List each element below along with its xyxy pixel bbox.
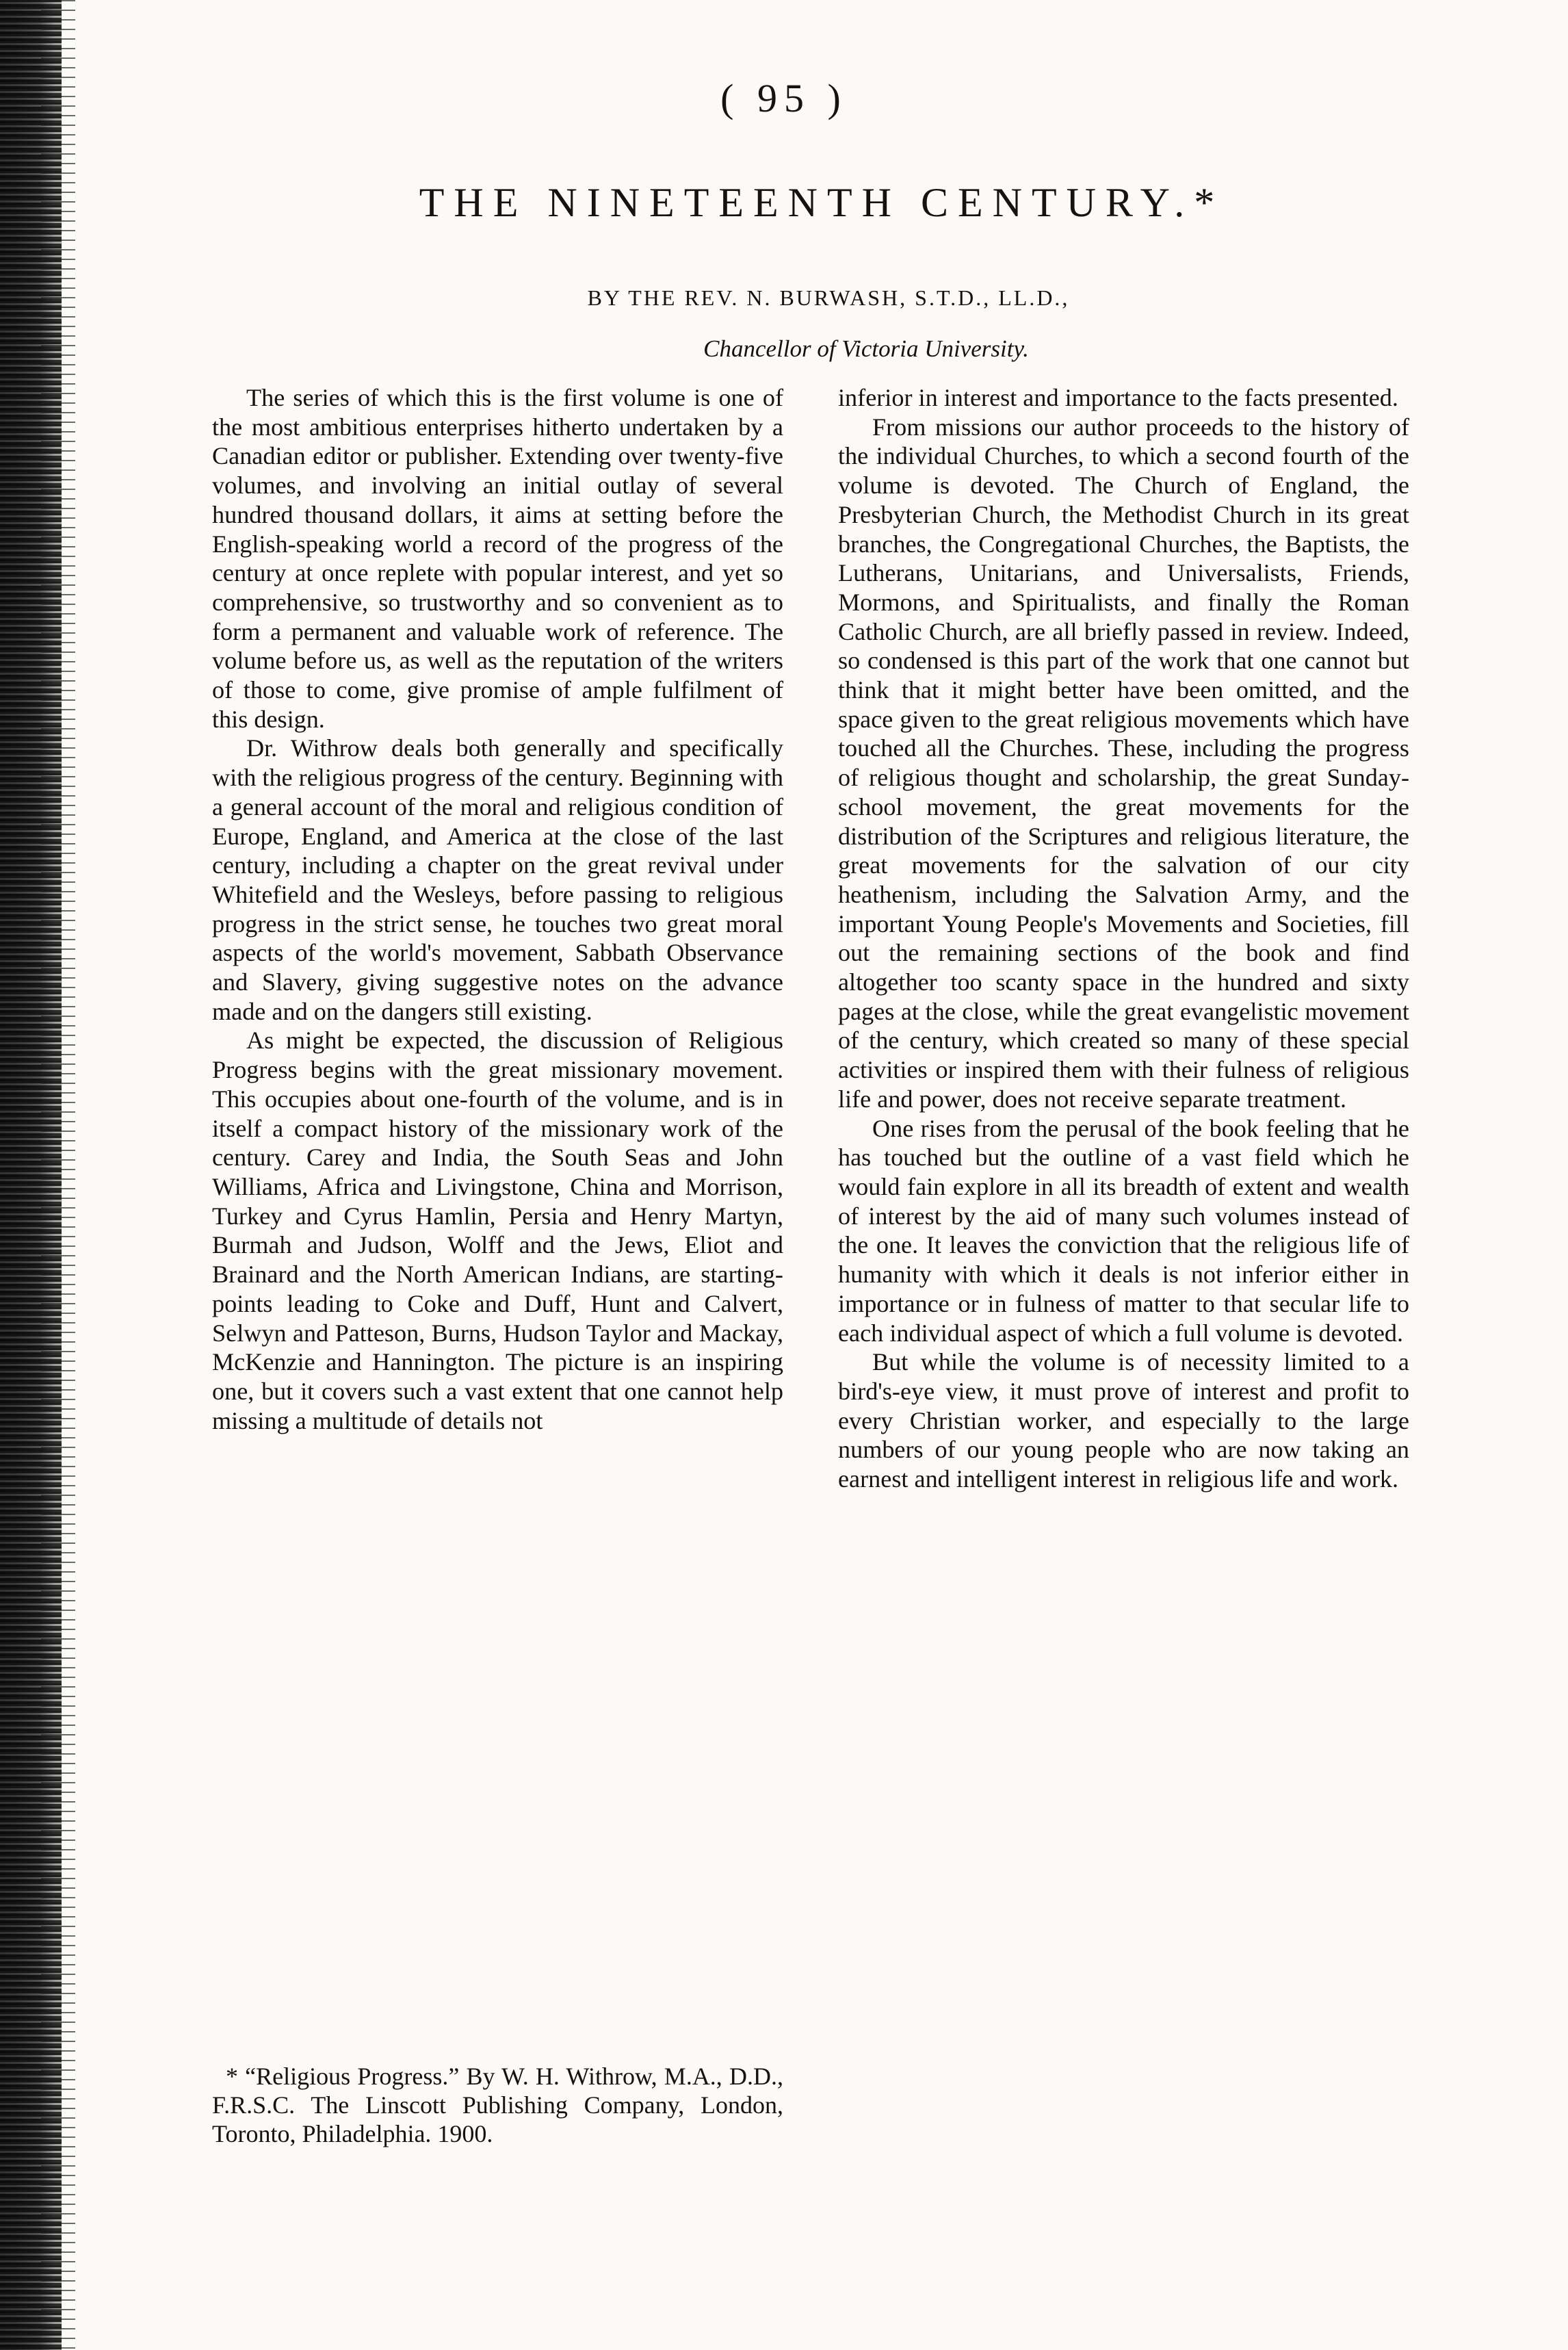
paragraph: But while the volume is of necessity limited to a bird's-eye view, it must prove of interest and profit to every Christian worker, and especially to the large numbers of our young people who are now taking an earnest and intelligent interest in religious life and work. (838, 1348, 1409, 1493)
article-title: THE NINETEENTH CENTURY.* (419, 180, 1225, 225)
footnote (212, 2062, 783, 2148)
right-column (838, 383, 1409, 1494)
author-byline: BY THE REV. N. BURWASH, S.T.D., LL.D., (587, 285, 1070, 310)
paragraph: Dr. Withrow deals both generally and specifically with the religious progress of the century. Beginning with a general account of the moral and religious condition of Europe, England, and America at the close of the last century, including a chapter on the great revival under Whitefield and the Wesleys, before passing to religious progress in the strict sense, he touches two great moral aspects of the world's movement, Sabbath Observance and Slavery, giving suggestive notes on the advance made and on the dangers still existing. (212, 734, 783, 1025)
paragraph: As might be expected, the discussion of Religious Progress begins with the great missionary movement. This occupies about one-fourth of the volume, and is in itself a compact history of the missionary work of the century. Carey and India, the South Seas and John Williams, Africa and Livingstone, China and Morrison, Turkey and Cyrus Hamlin, Persia and Henry Martyn, Burmah and Judson, Wolff and the Jews, Eliot and Brainard and the North American Indians, are starting-points leading to Coke and Duff, Hunt and Calvert, Selwyn and Patteson, Burns, Hudson Taylor and Mackay, McKenzie and Hannington. The picture is an inspiring one, but it covers such a vast extent that one cannot help missing a multitude of details not (212, 1026, 783, 1434)
paragraph: inferior in interest and importance to the facts presented. (838, 384, 1398, 411)
left-column (212, 383, 783, 1435)
footnote-text: * “Religious Progress.” By W. H. Withrow, M.A., D.D., F.R.S.C. The Linscott Publishing Company, London, Toronto, Philadelphia. 1900. (212, 2063, 783, 2147)
paragraph: From missions our author proceeds to the history of the individual Churches, to which a second fourth of the volume is devoted. The Church of England, the Presbyterian Church, the Methodist Church in its great branches, the Congregational Churches, the Baptists, the Lutherans, Unitarians, and Universalists, Friends, Mormons, and Spiritualists, and finally the Roman Catholic Church, are all briefly passed in review. Indeed, so condensed is this part of the work that one cannot but think that it might better have been omitted, and the space given to the great religious movements which have touched all the Churches. These, including the progress of religious thought and scholarship, the great Sunday-school movement, the great movements for the distribution of the Scriptures and religious literature, the great movements for the salvation of our city heathenism, including the Salvation Army, and the important Young People's Movements and Societies, fill out the remaining sections of the book and find altogether too scanty space in the hundred and sixty pages at the close, while the great evangelistic movement of the century, which created so many of these special activities or inspired them with their fulness of religious life and power, does not receive separate treatment. (838, 413, 1409, 1113)
author-affiliation: Chancellor of Victoria University. (703, 335, 1029, 362)
page-number: ( 95 ) (720, 76, 848, 120)
paragraph: The series of which this is the first volume is one of the most ambitious enterprises hitherto undertaken by a Canadian editor or publisher. Extending over twenty-five volumes, and involving an initial outlay of several hundred thousand dollars, it aims at setting before the English-speaking world a record of the progress of the century at once replete with popular interest, and yet so comprehensive, so trustworthy and so convenient as to form a permanent and valuable work of reference. The volume before us, as well as the reputation of the writers of those to come, give promise of ample fulfilment of this design. (212, 384, 783, 733)
paragraph: One rises from the perusal of the book feeling that he has touched but the outline of a vast field which he would fain explore in all its breadth of extent and wealth of interest by the aid of many such volumes instead of the one. It leaves the conviction that the religious life of humanity with which it deals is not inferior either in importance or in fulness of matter to that secular life to each individual aspect of which a full volume is devoted. (838, 1114, 1409, 1347)
